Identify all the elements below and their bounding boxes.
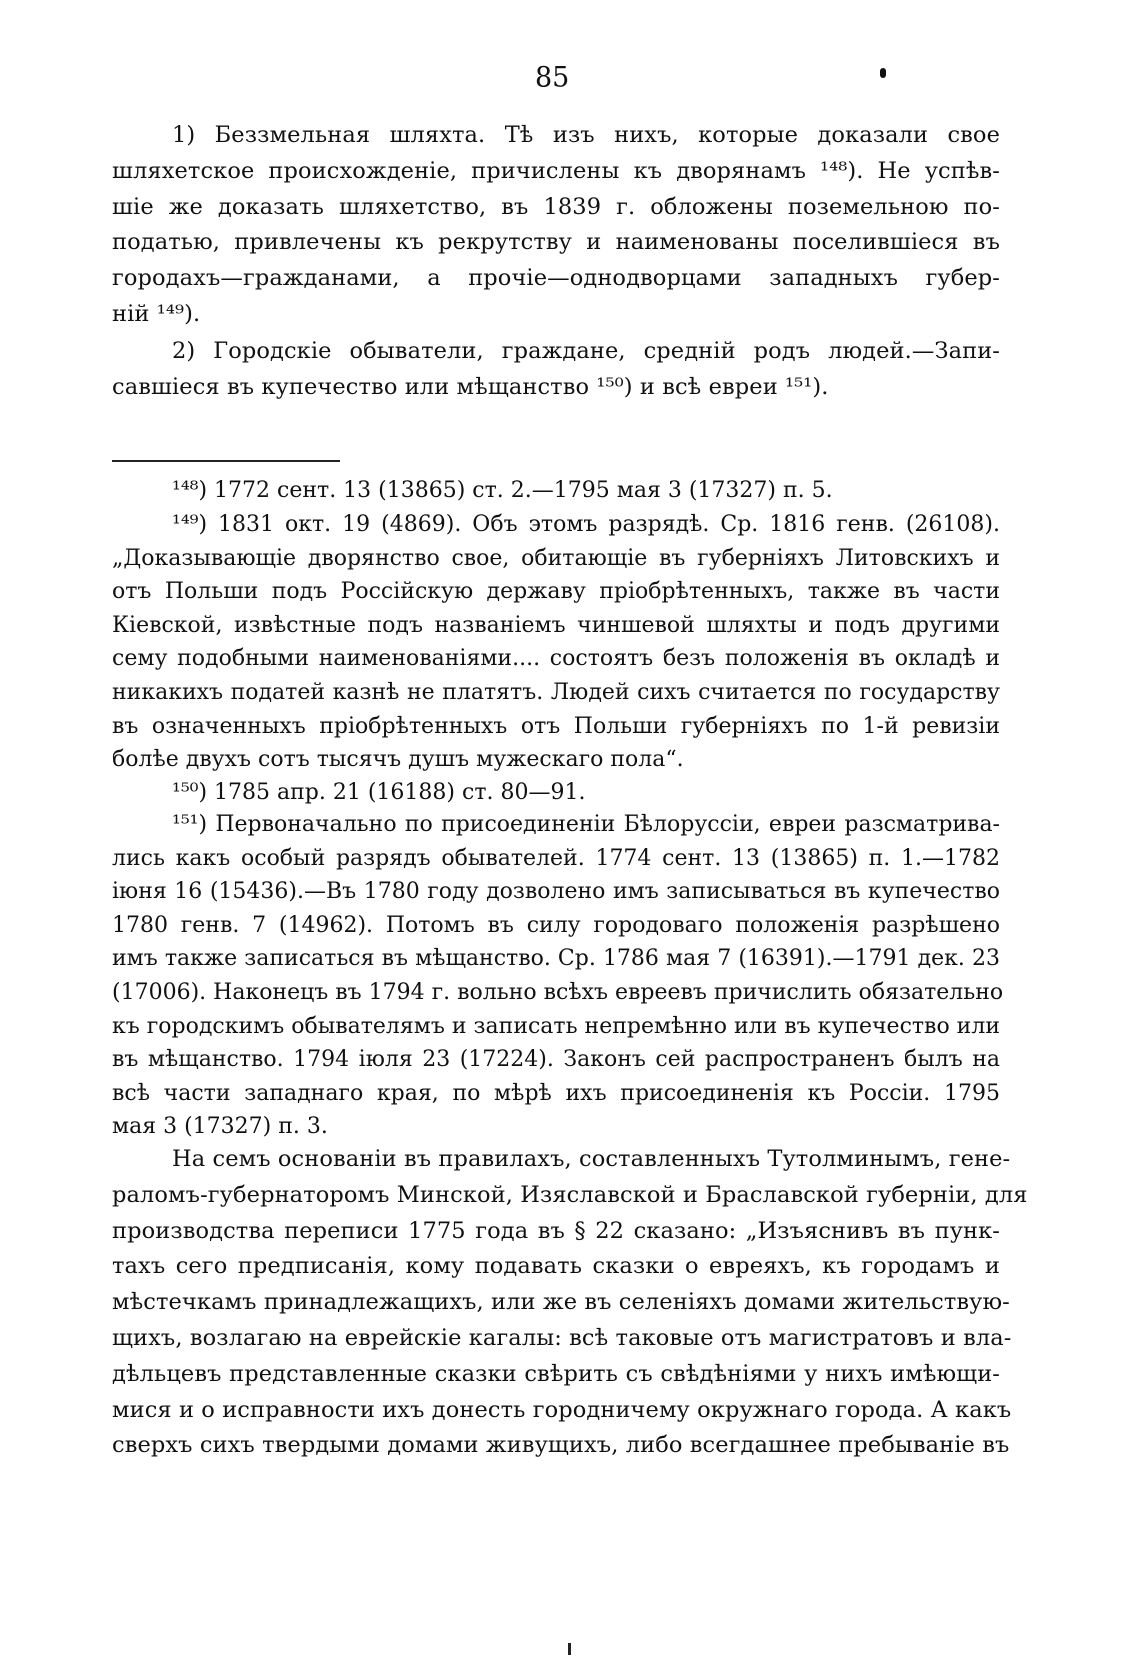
text-line: въ мѣщанство. 1794 іюля 23 (17224). Законъ сей распространенъ былъ на (112, 1047, 1000, 1073)
footnote-148 (112, 474, 1000, 508)
text-line: шляхетское происхожденіе, причислены къ дворянамъ ¹⁴⁸). Не успѣв- (112, 157, 1000, 184)
text-line: Кіевской, извѣстные подъ названіемъ чиншевой шляхты и подъ другими (112, 612, 1000, 638)
text-line: шіе же доказать шляхетство, въ 1839 г. обложены поземельною по- (112, 193, 1000, 220)
text-line: никакихъ податей казнѣ не платятъ. Людей сихъ считается по государству (112, 679, 1000, 705)
text-line: мѣстечкамъ принадлежащихъ, или же въ селеніяхъ домами жительствую- (112, 1289, 1010, 1316)
text-line: 1) Беззмельная шляхта. Тѣ изъ нихъ, которые доказали свое (172, 122, 1000, 148)
text-line: щихъ, возлагаю на еврейскіе кагалы: всѣ таковые отъ магистратовъ и вла- (112, 1324, 1012, 1351)
text-line: мися и о исправности ихъ донесть городничему окружнаго города. А какъ (112, 1396, 1012, 1423)
text-line: ній ¹⁴⁹). (112, 300, 201, 327)
print-speck (880, 68, 886, 78)
text-line: всѣ части западнаго края, по мѣрѣ ихъ присоединенія къ Россіи. 1795 (112, 1080, 1000, 1106)
text-line: „Доказывающіе дворянство свое, обитающіе въ губерніяхъ Литовскихъ и (112, 545, 1000, 571)
footnote-divider (112, 460, 340, 462)
page-number: 85 (535, 61, 570, 94)
text-line: ¹⁵¹) Первоначально по присоединеніи Бѣлоруссіи, евреи разсматрива- (172, 812, 1000, 837)
text-line: ¹⁴⁸) 1772 сент. 13 (13865) ст. 2.—1795 мая 3 (17327) п. 5. (172, 478, 833, 503)
text-line: къ городскимъ обывателямъ и записать непремѣнно или въ купечество или (112, 1013, 1000, 1039)
text-line: 1780 генв. 7 (14962). Потомъ въ силу городоваго положенія разрѣшено (112, 912, 1000, 938)
footnote-150 (112, 776, 1000, 810)
text-line: ¹⁵⁰) 1785 апр. 21 (16188) ст. 80—91. (172, 780, 586, 805)
text-line: городахъ—гражданами, а прочіе—однодворцами западныхъ губер- (112, 265, 1000, 292)
text-line: болѣе двухъ сотъ тысячъ душъ мужескаго пола“. (112, 747, 684, 773)
text-line: сверхъ сихъ твердыми домами живущихъ, либо всегдашнее пребываніе въ (112, 1432, 1010, 1459)
text-line: мая 3 (17327) п. 3. (112, 1114, 328, 1140)
footnote-149 (112, 508, 1000, 777)
text-line: сему подобными наименованіями.... состоятъ безъ положенія въ окладѣ и (112, 646, 1000, 672)
text-line: производства переписи 1775 года въ § 22 сказано: „Изъяснивъ въ пунк- (112, 1217, 1000, 1244)
paragraph-1 (112, 118, 1000, 333)
text-line: лись какъ особый разрядъ обывателей. 1774 сент. 13 (13865) п. 1.—1782 (112, 845, 1000, 871)
text-line: тахъ сего предписанія, кому подавать сказки о евреяхъ, къ городамъ и (112, 1253, 1000, 1280)
text-line: савшіеся въ купечество или мѣщанство ¹⁵⁰) и всѣ евреи ¹⁵¹). (112, 373, 829, 400)
text-line: ¹⁴⁹) 1831 окт. 19 (4869). Объ этомъ разрядѣ. Ср. 1816 генв. (26108). (172, 512, 1000, 537)
text-line: имъ также записаться въ мѣщанство. Ср. 1786 мая 7 (16391).—1791 дек. 23 (112, 946, 1000, 972)
paragraph-3 (112, 1142, 1028, 1464)
text-line: податью, привлечены къ рекрутству и наименованы поселившіеся въ (112, 229, 1000, 256)
text-line: въ означенныхъ пріобрѣтенныхъ отъ Польши губерніяхъ по 1-й ревизіи (112, 713, 1000, 739)
text-line: раломъ-губернаторомъ Минской, Изяславской и Браславской губерніи, для (112, 1181, 1028, 1208)
footnote-151 (112, 808, 1004, 1144)
text-line: дѣльцевъ представленные сказки свѣрить съ свѣдѣніями у нихъ имѣющи- (112, 1360, 1000, 1387)
text-line: На семъ основаніи въ правилахъ, составленныхъ Тутолминымъ, гене- (172, 1146, 1011, 1172)
text-line: іюня 16 (15436).—Въ 1780 году дозволено имъ записываться въ купечество (112, 879, 1000, 905)
print-speck (568, 1643, 571, 1655)
text-line: (17006). Наконецъ въ 1794 г. вольно всѣхъ евреевъ причислить обязательно (112, 979, 1004, 1005)
text-line: 2) Городскіе обыватели, граждане, средній родъ людей.—Запи- (172, 338, 1000, 364)
paragraph-2 (112, 334, 1000, 406)
text-line: отъ Польши подъ Россійскую державу пріобрѣтенныхъ, также въ части (112, 579, 1000, 605)
